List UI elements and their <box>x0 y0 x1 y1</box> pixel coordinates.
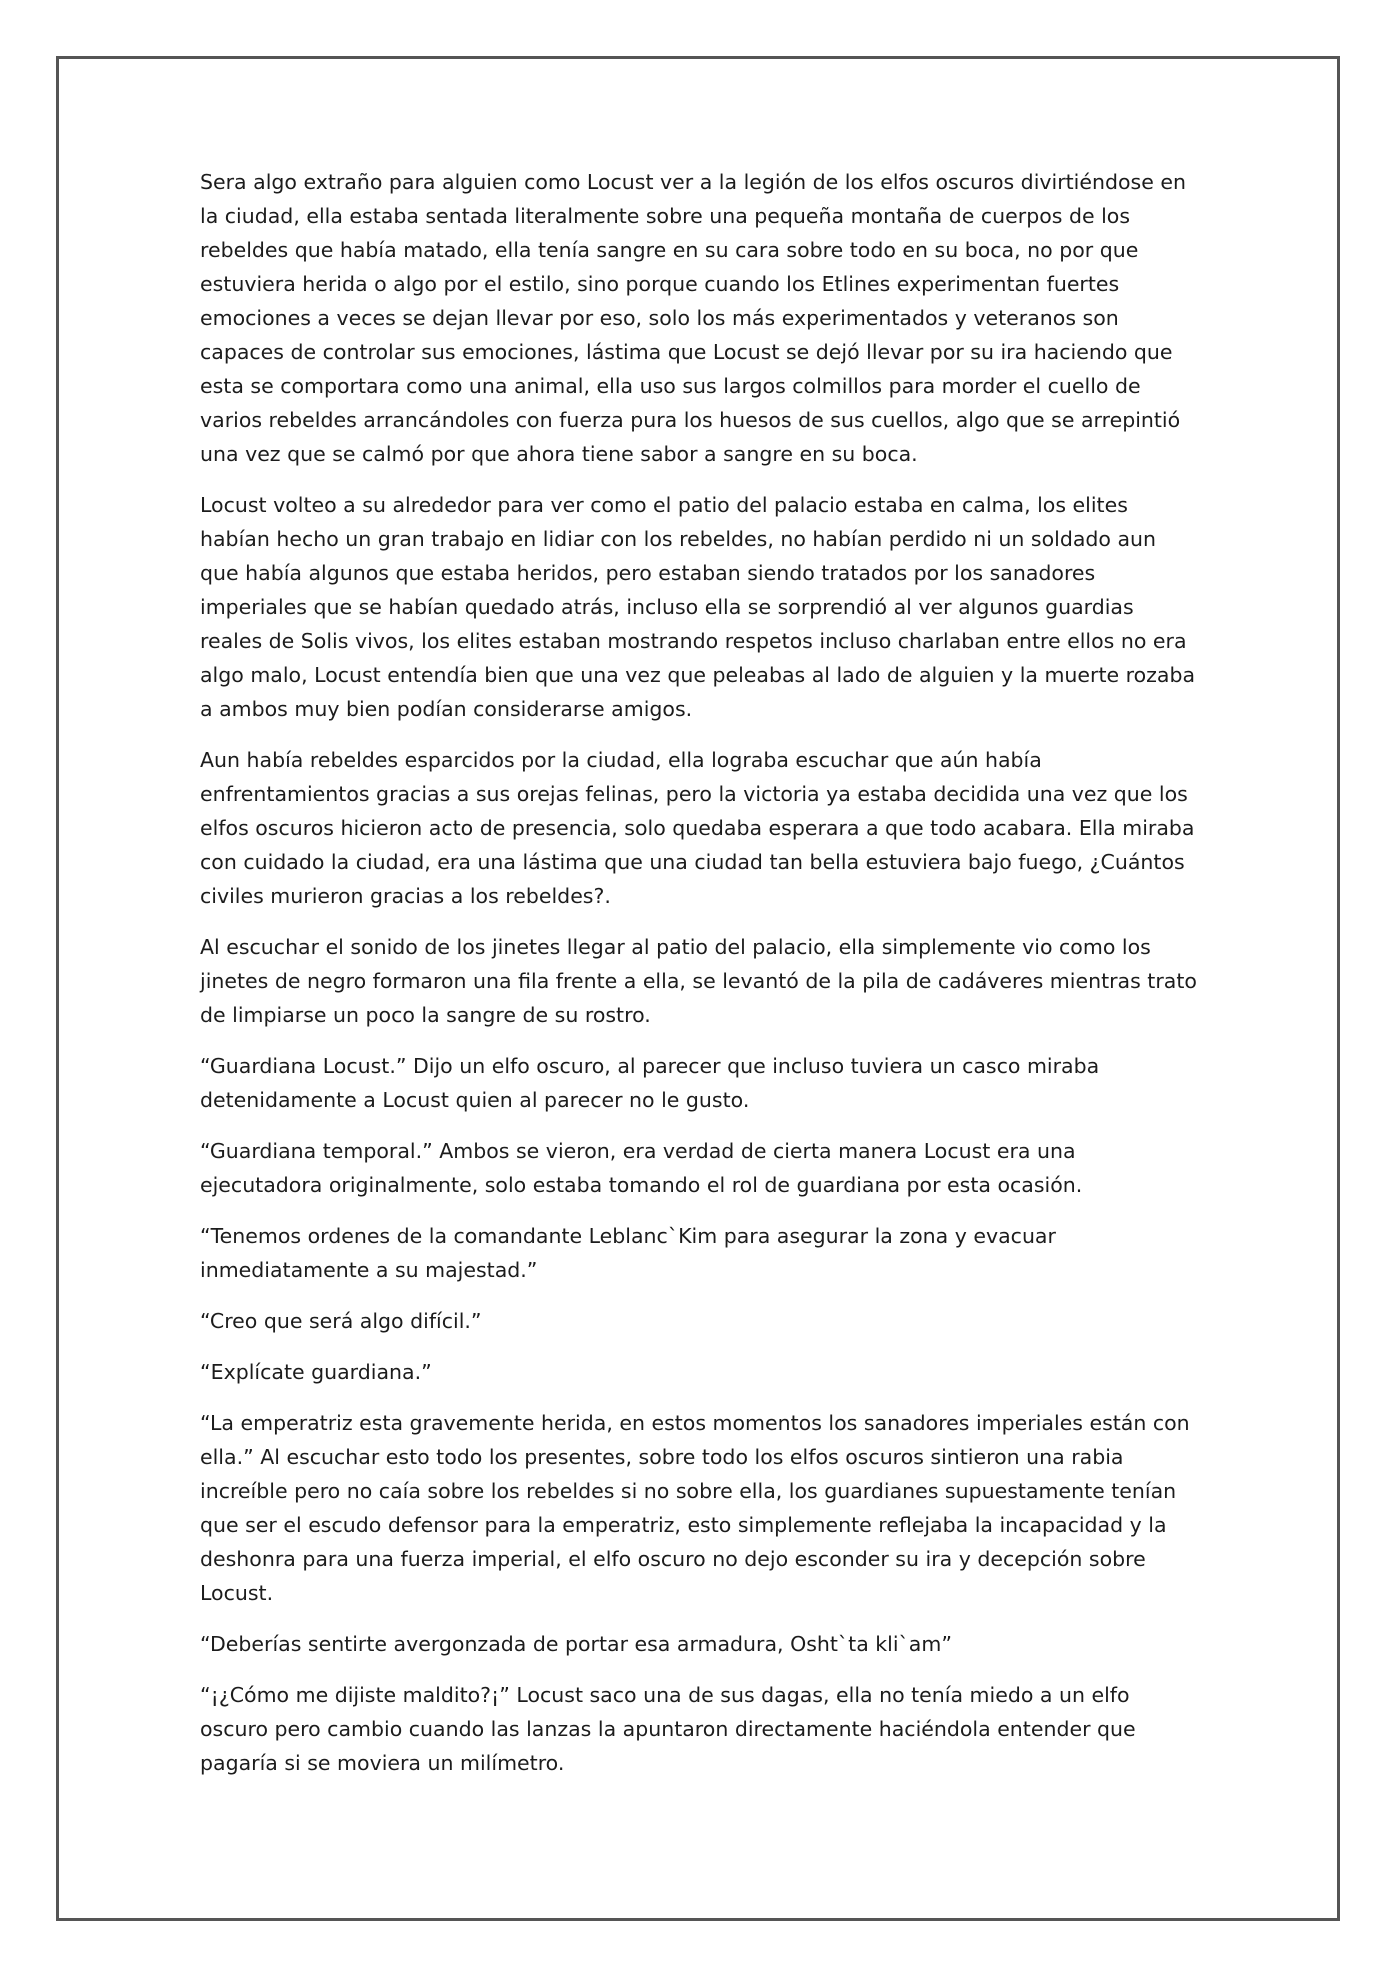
document-body <box>200 165 1200 1797</box>
dialogue-paragraph: “Deberías sentirte avergonzada de portar esa armadura, Osht`ta kli`am” <box>200 1632 952 1656</box>
dialogue-paragraph: “Explícate guardiana.” <box>200 1360 432 1384</box>
paragraph: Aun había rebeldes esparcidos por la ciudad, ella lograba escuchar que aún había enfrentamientos gracias a sus orejas felinas, pero la victoria ya estaba decidida una vez que los elfos oscuros hicieron acto de presencia, solo quedaba esperara a que todo acabara. Ella miraba con cuidado la ciudad, era una lástima que una ciudad tan bella estuviera bajo fuego, ¿Cuántos civiles murieron gracias a los rebeldes?. <box>200 748 1195 908</box>
dialogue-paragraph: “Guardiana Locust.” Dijo un elfo oscuro, al parecer que incluso tuviera un casco miraba detenidamente a Locust quien al parecer no le gusto. <box>200 1054 1100 1112</box>
dialogue-paragraph: “Creo que será algo difícil.” <box>200 1309 482 1333</box>
paragraph: Sera algo extraño para alguien como Locust ver a la legión de los elfos oscuros divirtiéndose en la ciudad, ella estaba sentada literalmente sobre una pequeña montaña de cuerpos de los rebeldes que había matado, ella tenía sangre en su cara sobre todo en su boca, no por que estuviera herida o algo por el estilo, sino porque cuando los Etlines experimentan fuertes emociones a veces se dejan llevar por eso, solo los más experimentados y veteranos son capaces de controlar sus emociones, lástima que Locust se dejó llevar por su ira haciendo que esta se comportara como una animal, ella uso sus largos colmillos para morder el cuello de varios rebeldes arrancándoles con fuerza pura los huesos de sus cuellos, algo que se arrepintió una vez que se calmó por que ahora tiene sabor a sangre en su boca. <box>200 170 1186 466</box>
paragraph: Al escuchar el sonido de los jinetes llegar al patio del palacio, ella simplemente vio como los jinetes de negro formaron una fila frente a ella, se levantó de la pila de cadáveres mientras trato de limpiarse un poco la sangre de su rostro. <box>200 935 1197 1027</box>
paragraph: Locust volteo a su alrededor para ver como el patio del palacio estaba en calma, los elites habían hecho un gran trabajo en lidiar con los rebeldes, no habían perdido ni un soldado aun que había algunos que estaba heridos, pero estaban siendo tratados por los sanadores imperiales que se habían quedado atrás, incluso ella se sorprendió al ver algunos guardias reales de Solis vivos, los elites estaban mostrando respetos incluso charlaban entre ellos no era algo malo, Locust entendía bien que una vez que peleabas al lado de alguien y la muerte rozaba a ambos muy bien podían considerarse amigos. <box>200 493 1196 721</box>
dialogue-paragraph: “La emperatriz esta gravemente herida, en estos momentos los sanadores imperiales están con ella.” Al escuchar esto todo los presentes, sobre todo los elfos oscuros sintieron una rabia increíble pero no caía sobre los rebeldes si no sobre ella, los guardianes supuestamente tenían que ser el escudo defensor para la emperatriz, esto simplemente reflejaba la incapacidad y la deshonra para una fuerza imperial, el elfo oscuro no dejo esconder su ira y decepción sobre Locust. <box>200 1411 1190 1605</box>
dialogue-paragraph: “Guardiana temporal.” Ambos se vieron, era verdad de cierta manera Locust era una ejecutadora originalmente, solo estaba tomando el rol de guardiana por esta ocasión. <box>200 1139 1083 1197</box>
dialogue-paragraph: “Tenemos ordenes de la comandante Leblanc`Kim para asegurar la zona y evacuar inmediatamente a su majestad.” <box>200 1224 1056 1282</box>
dialogue-paragraph: “¡¿Cómo me dijiste maldito?¡” Locust saco una de sus dagas, ella no tenía miedo a un elfo oscuro pero cambio cuando las lanzas la apuntaron directamente haciéndola entender que pagaría si se moviera un milímetro. <box>200 1683 1136 1775</box>
